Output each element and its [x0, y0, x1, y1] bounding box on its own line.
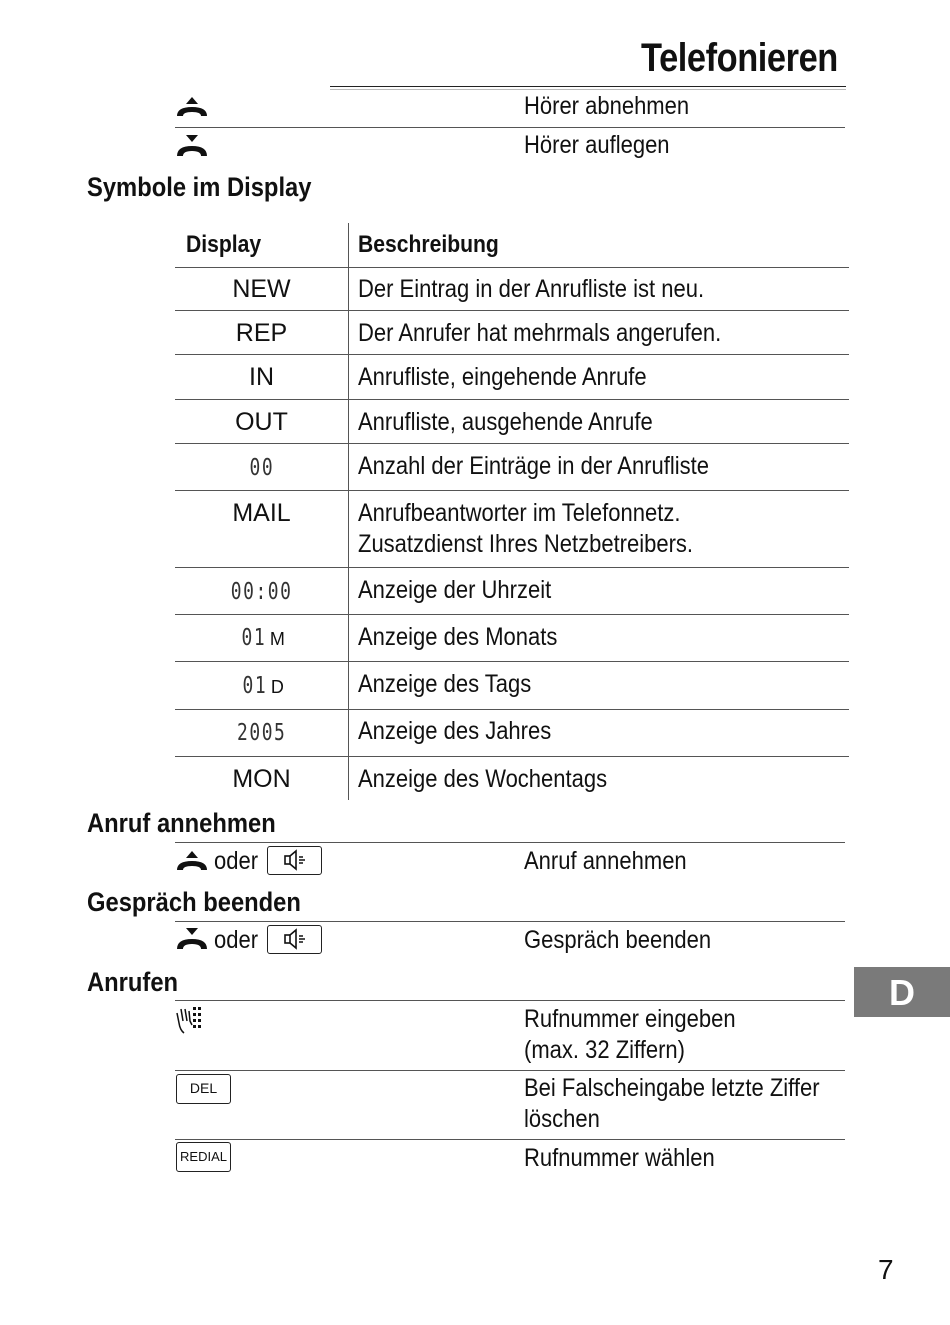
table-row-rule [175, 661, 849, 662]
handset-lift-icon [175, 96, 209, 118]
description-cell: Anzeige der Uhrzeit [358, 576, 552, 604]
segment-display-value: 01 [241, 625, 267, 651]
table-header-display: Display [186, 231, 262, 258]
divider [175, 921, 845, 922]
display-cell [175, 318, 348, 349]
handset-hangup-icon [175, 134, 209, 158]
speaker-icon [282, 849, 308, 871]
divider [175, 1139, 845, 1140]
table-row-rule [175, 443, 849, 444]
page-title: Telefonieren [641, 36, 838, 80]
del-key: DEL [176, 1074, 231, 1104]
page-number: 7 [878, 1254, 894, 1285]
segment-display-value: 01 [242, 673, 268, 699]
description-cell: Anrufbeantworter im Telefonnetz. [358, 499, 681, 527]
keypad-entry-icon [175, 1005, 203, 1035]
display-value: MON [232, 765, 291, 793]
description-cell: Anrufliste, eingehende Anrufe [358, 363, 647, 391]
table-row-rule [175, 567, 849, 568]
display-value: REP [235, 319, 288, 347]
description-cell: Anzeige des Monats [358, 623, 558, 651]
display-suffix: D [270, 677, 284, 697]
handset-hangup-text: Hörer auflegen [524, 131, 670, 159]
table-row-rule [175, 310, 849, 311]
handset-hangup-icon [175, 927, 209, 951]
speaker-icon [282, 928, 308, 950]
display-cell [175, 670, 348, 703]
display-value: OUT [235, 408, 288, 436]
call-row-text: Rufnummer wählen [524, 1144, 715, 1172]
divider [175, 1070, 845, 1071]
speaker-key [267, 846, 322, 875]
description-cell: Der Anrufer hat mehrmals angerufen. [358, 319, 722, 347]
description-cell: Anzahl der Einträge in der Anrufliste [358, 452, 709, 480]
table-row-rule [175, 490, 849, 491]
segment-display-value: 00 [249, 455, 274, 481]
table-row-rule [175, 354, 849, 355]
display-cell [175, 274, 348, 305]
answer-text: Anruf annehmen [524, 847, 687, 875]
display-suffix: M [269, 629, 285, 649]
display-cell [175, 452, 348, 484]
table-header-rule [175, 267, 849, 268]
divider [175, 1000, 845, 1001]
display-cell [175, 576, 348, 608]
segment-display-value: 00:00 [230, 579, 293, 605]
section-heading-display: Symbole im Display [87, 172, 312, 202]
description-cell: Anzeige des Tags [358, 670, 532, 698]
section-heading-answer: Anruf annehmen [87, 808, 276, 838]
speaker-key [267, 925, 322, 954]
display-cell [175, 407, 348, 438]
description-cell: Anrufliste, ausgehende Anrufe [358, 408, 653, 436]
call-row-text-line2: (max. 32 Ziffern) [524, 1036, 685, 1064]
description-cell: Anzeige des Jahres [358, 717, 552, 745]
section-heading-end: Gespräch beenden [87, 887, 301, 917]
description-cell: Der Eintrag in der Anrufliste ist neu. [358, 275, 705, 303]
title-rule-shadow [330, 89, 846, 90]
title-rule [330, 86, 846, 87]
section-heading-call: Anrufen [87, 967, 179, 997]
end-text: Gespräch beenden [524, 926, 712, 954]
call-row-text: Bei Falscheingabe letzte Ziffer [524, 1074, 820, 1102]
display-value: NEW [232, 275, 291, 303]
description-cell-line2: Zusatzdienst Ihres Netzbetreibers. [358, 530, 694, 558]
display-cell [175, 622, 348, 655]
display-cell [175, 717, 348, 749]
call-row-text-line2: löschen [524, 1105, 600, 1133]
divider [175, 127, 845, 128]
handset-lift-text: Hörer abnehmen [524, 92, 690, 120]
display-cell [175, 498, 348, 529]
display-value: IN [249, 363, 274, 391]
divider [175, 842, 845, 843]
oder-label: oder [214, 847, 259, 875]
description-cell: Anzeige des Wochentags [358, 765, 608, 793]
handset-lift-icon [175, 850, 209, 872]
segment-display-value: 2005 [236, 720, 287, 746]
display-cell [175, 362, 348, 393]
language-tab: D [854, 967, 950, 1017]
table-row-rule [175, 614, 849, 615]
call-row-text: Rufnummer eingeben [524, 1005, 736, 1033]
redial-key: REDIAL [176, 1142, 231, 1172]
table-row-rule [175, 399, 849, 400]
display-cell [175, 764, 348, 795]
display-value: MAIL [232, 499, 291, 527]
table-header-description: Beschreibung [358, 231, 499, 258]
oder-label: oder [214, 926, 259, 954]
table-row-rule [175, 709, 849, 710]
table-row-rule [175, 756, 849, 757]
